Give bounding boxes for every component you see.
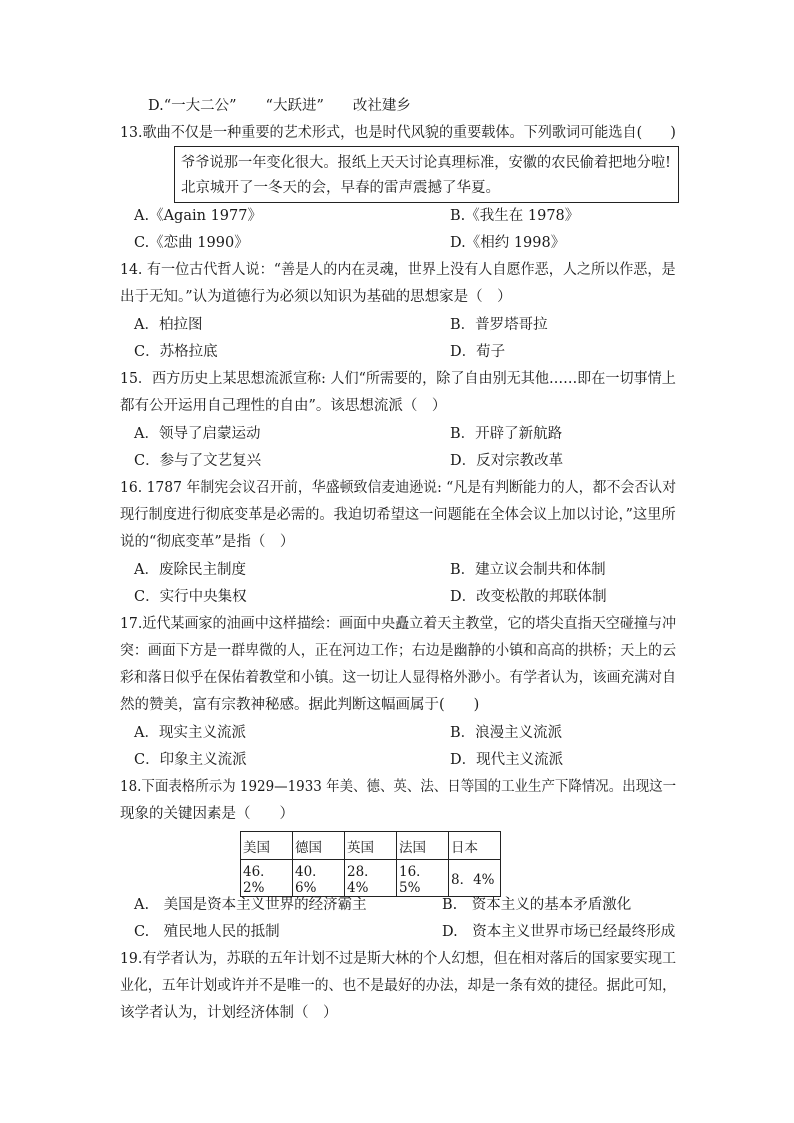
q18-production-table (240, 831, 501, 897)
q13-stem: 13.歌曲不仅是一种重要的艺术形式，也是时代风貌的重要载体。下列歌词可能选自( ) (120, 125, 676, 141)
q13-option-b: B.《我生在 1978》 (450, 208, 580, 224)
q15-option-a: A．领导了启蒙运动 (134, 426, 261, 442)
table-cell: 46．2% (241, 860, 293, 897)
q17-stem-line-4: 然的赞美，富有宗教神秘感。据此判断这幅画属于( ) (120, 697, 480, 713)
table-header-row (241, 832, 501, 860)
q15-option-b: B．开辟了新航路 (450, 426, 563, 442)
table-cell: 美国 (241, 832, 293, 860)
q13-option-a: A.《Again 1977》 (134, 208, 262, 224)
q16-stem-line-1: 16. 1787 年制宪会议召开前，华盛顿致信麦迪逊说: “凡是有判断能力的人，都不会否认对 (120, 480, 677, 496)
q16-stem-line-2: 现行制度进行彻底变革是必需的。我迫切希望这一问题能在全体会议上加以讨论，”这里所 (120, 507, 676, 523)
table-cell: 16．5% (397, 860, 449, 897)
q13-lyrics-line-1: 爷爷说那一年变化很大。报纸上天天讨论真理标准，安徽的农民偷着把地分啦! (181, 155, 671, 171)
q17-option-c: C．印象主义流派 (134, 752, 247, 768)
q18-option-d: D. 资本主义世界市场已经最终形成 (442, 924, 676, 940)
q17-stem-line-3: 彩和落日似乎在保佑着教堂和小镇。这一切让人显得格外渺小。有学者认为，该画充满对自 (120, 670, 676, 686)
q16-option-d: D．改变松散的邦联体制 (450, 589, 607, 605)
q19-stem-line-2: 业化，五年计划或许并不是唯一的、也不是最好的办法，却是一条有效的捷径。据此可知， (120, 978, 676, 994)
q17-option-b: B．浪漫主义流派 (450, 725, 563, 741)
q13-lyrics-line-2: 北京城开了一冬天的会，早春的雷声震撼了华夏。 (181, 180, 500, 196)
table-cell: 英国 (345, 832, 397, 860)
q15-option-c: C．参与了文艺复兴 (134, 453, 262, 469)
q18-option-a: A. 美国是资本主义世界的经济霸主 (134, 897, 367, 913)
q18-option-c: C. 殖民地人民的抵制 (134, 924, 280, 940)
q16-option-a: A．废除民主制度 (134, 562, 246, 578)
q14-stem-line-1: 14. 有一位古代哲人说：“善是人的内在灵魂，世界上没有人自愿作恶，人之所以作恶，是 (120, 262, 676, 278)
q14-stem-line-2: 出于无知。”认为道德行为必须以知识为基础的思想家是（ ） (120, 289, 512, 305)
q17-stem-line-2: 突：画面下方是一群卑微的人，正在河边工作；右边是幽静的小镇和高高的拱桥；天上的云 (120, 643, 676, 659)
q16-option-b: B．建立议会制共和体制 (450, 562, 606, 578)
q14-option-d: D．荀子 (450, 344, 506, 360)
q15-stem-line-2: 都有公开运用自己理性的自由”。该思想流派（ ） (120, 398, 447, 414)
table-cell: 8．4% (449, 860, 501, 897)
q16-stem-line-3: 说的“彻底变革”是指（ ） (120, 534, 295, 550)
table-cell: 日本 (449, 832, 501, 860)
q15-option-d: D．反对宗教改革 (450, 453, 564, 469)
q14-option-a: A．柏拉图 (134, 317, 203, 333)
q15-stem-line-1: 15．西方历史上某思想流派宣称: 人们“所需要的，除了自由别无其他……即在一切事情上 (120, 371, 676, 387)
q17-option-a: A．现实主义流派 (134, 725, 246, 741)
table-cell: 法国 (397, 832, 449, 860)
q19-stem-line-1: 19.有学者认为，苏联的五年计划不过是斯大林的个人幻想，但在相对落后的国家要实现工 (120, 951, 677, 967)
table-cell: 40．6% (293, 860, 345, 897)
q14-option-c: C．苏格拉底 (134, 344, 218, 360)
table-cell: 28．4% (345, 860, 397, 897)
q13-lyrics-box (174, 146, 679, 203)
q12-option-d: D.“一大二公” “大跃进” 改社建乡 (148, 98, 411, 114)
q18-stem-line-1: 18.下面表格所示为 1929—1933 年美、德、英、法、日等国的工业生产下降情况。出现这一 (120, 779, 677, 795)
table-cell: 德国 (293, 832, 345, 860)
q14-option-b: B．普罗塔哥拉 (450, 317, 548, 333)
q17-option-d: D．现代主义流派 (450, 752, 564, 768)
table-row (241, 860, 501, 897)
q19-stem-line-3: 该学者认为，计划经济体制（ ） (120, 1005, 338, 1021)
q13-option-c: C.《恋曲 1990》 (134, 235, 249, 251)
q18-option-b: B. 资本主义的基本矛盾激化 (442, 897, 632, 913)
q17-stem-line-1: 17.近代某画家的油画中这样描绘：画面中央矗立着天主教堂，它的塔尖直指天空碰撞与冲 (120, 616, 677, 632)
q16-option-c: C．实行中央集权 (134, 589, 247, 605)
q13-option-d: D.《相约 1998》 (450, 235, 566, 251)
q18-stem-line-2: 现象的关键因素是（ ） (120, 806, 294, 822)
